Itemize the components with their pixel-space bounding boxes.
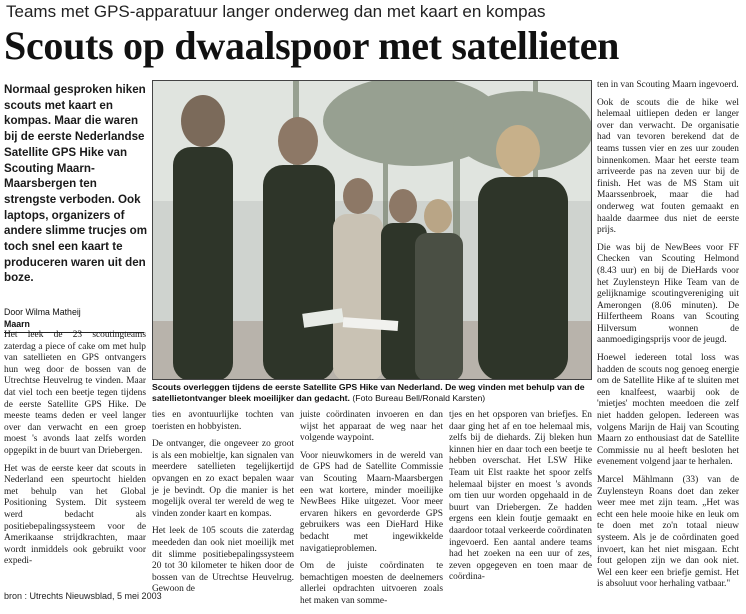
photo-caption xyxy=(152,382,592,404)
paragraph: Het was de eerste keer dat scouts in Nederland een speurtocht hielden met behulp van het Global Positioning System. Dit systeem werd bedacht als positiebepalingssysteem voor de Amerikaanse strijdkrachten, maar wordt inmiddels ook gebruikt voor expedi- xyxy=(4,463,146,567)
column-3 xyxy=(300,410,443,614)
paragraph: Het leek de 105 scouts die zaterdag meededen dan ook niet moeilijk met dit slimme positiebepalingssysteem 20 tot 30 kilometer te hiken door de bossen van de Utrechtse Heuvelrug. Gewoon de xyxy=(152,526,294,595)
photo-credit: (Foto Bureau Bell/Ronald Karsten) xyxy=(352,393,486,403)
column-4 xyxy=(449,410,592,590)
photo-caption-text: Scouts overleggen tijdens de eerste Satellite GPS Hike van Nederland. De weg vinden met behulp van de satellietontvanger bleek moeilijker dan gedacht. xyxy=(152,382,585,403)
paragraph: Ook de scouts die de hike wel helemaal uitliepen deden er langer over dan verwacht. De organisatie had van tevoren berekend dat de teams tussen vier en zes uur zouden binnenkomen. Maar het eerste team arriveerde pas na zeven uur bij de finish. Het was de MS Stam uit Maarssenbroek, maar die had onderweg wat fouten gemaakt en haalde daarmee dus niet de eerste prijs. xyxy=(597,97,739,236)
column-5 xyxy=(597,80,739,597)
scouts-photo-image xyxy=(153,81,592,380)
paragraph: juiste coördinaten invoeren en dan wijst het apparaat de weg naar het volgende waypoint. xyxy=(300,410,443,444)
paragraph: ties en avontuurlijke tochten van toeristen en hobbyisten. xyxy=(152,410,294,432)
article-kicker: Teams met GPS-apparatuur langer onderweg dan met kaart en kompas xyxy=(6,2,546,21)
article-photo xyxy=(152,80,592,380)
byline-place: Maarn xyxy=(4,319,144,333)
paragraph: tjes en het opsporen van briefjes. En daar ging het af en toe helemaal mis, zelfs bij de diehards. Zij bleken hun kinnen hier en daar toch een beetje te hebben overschat. Het LSW Hike Team uit Elst raakte het spoor zelfs helemaal bijster en moest 's avonds om tien uur worden opgehaald in de buurt van Driebergen. Ze hadden ergens een klein foutje gemaakt en daardoor totaal verkeerde coördinaten ingevoerd. Een aantal andere teams had het zoeken na een uur of zes, zeven opgegeven en toen maar de coördina- xyxy=(449,410,592,583)
paragraph: De ontvanger, die ongeveer zo groot is als een mobieltje, kan signalen van meerdere satellieten tegelijkertijd opvangen en zo exact bepalen waar je je bevindt. Op die manier is het mogelijk overal ter wereld de weg te vinden zonder kaart en kompas. xyxy=(152,439,294,519)
byline-author: Door Wilma Matheij xyxy=(4,307,81,317)
article-lead: Normaal gesproken hiken scouts met kaart en kompas. Maar die waren bij de eerste Nederlandse Satellite GPS Hike van Scouting Maarn-Maarsbergen ten strengste verboden. Ook laptops, organizers of andere slimme trucjes om toch snel een kaart te produceren waren uit den boze. xyxy=(4,83,148,285)
paragraph: Marcel Mählmann (33) van de Zuylensteyn Roans doet dan zeker weer mee met zijn team. „Het was echt een hele mooie hike en leuk om te doen met zo'n totaal nieuw systeem. Als je de coördinaten goed invoert, kan het niet misgaan. Echt fout gelopen zijn we dan ook niet. Wel een keer een briefje gemist. Het is absoluut voor herhaling vatbaar." xyxy=(597,475,739,590)
paragraph: ten in van Scouting Maarn ingevoerd. xyxy=(597,80,739,90)
paragraph: Om de juiste coördinaten te bemachtigen moesten de deelnemers allerlei opdrachten uitvoeren zoals het maken van somme- xyxy=(300,561,443,606)
paragraph: Voor nieuwkomers in de wereld van de GPS had de Satellite Commissie van Scouting Maarn-Maarsbergen een wat kortere, minder moeilijke NewBees Hike uitgezet. Voor meer ervaren hikers en gevorderde GPS gebruikers was een DieHard Hike bedacht met ingewikkelde navigatieproblemen. xyxy=(300,450,443,554)
column-2 xyxy=(152,410,294,602)
paragraph: Het leek de 23 scoutingteams zaterdag a piece of cake om met hulp van satellieten en GPS ontvangers hun weg door de bossen van de Utrechtse Heuvelrug te vinden. Maar dat viel toch een beetje tegen tijdens de eerste Satellite GPS Hike. De meeste teams deden er veel langer over dan verwacht en een groep moest 's avonds laat zelfs worden opgepikt in de buurt van Driebergen. xyxy=(4,330,146,456)
source-note: bron : Utrechts Nieuwsblad, 5 mei 2003 xyxy=(4,591,162,601)
column-1 xyxy=(4,330,146,574)
paragraph: Hoewel iedereen total loss was hadden de scouts nog genoeg energie om de Satellite Hike af te sluiten met een knalfeest, waarbij ook de 'mietjes' mochten meedoen die zelf niet hadden gelopen. Iedereen was volgens Marijn de Haij van Scouting Maarn zo enthousiast dat de Satellite Commissie nu al heeft besloten het evenement volgend jaar te herhalen. xyxy=(597,353,739,468)
article-headline: Scouts op dwaalspoor met satellieten xyxy=(4,23,620,68)
paragraph: Die was bij de NewBees voor FF Checken van Scouting Helmond (8.43 uur) en bij de DieHards voor het Zuylensteyn Hike Team van de gelijknamige scoutingvereniging uit Amerongen (8.06 minuten). De Hilfertheem Roans van Scouting Hilversum wonnen de aanmoedigingsprijs voor de jeugd. xyxy=(597,242,739,346)
